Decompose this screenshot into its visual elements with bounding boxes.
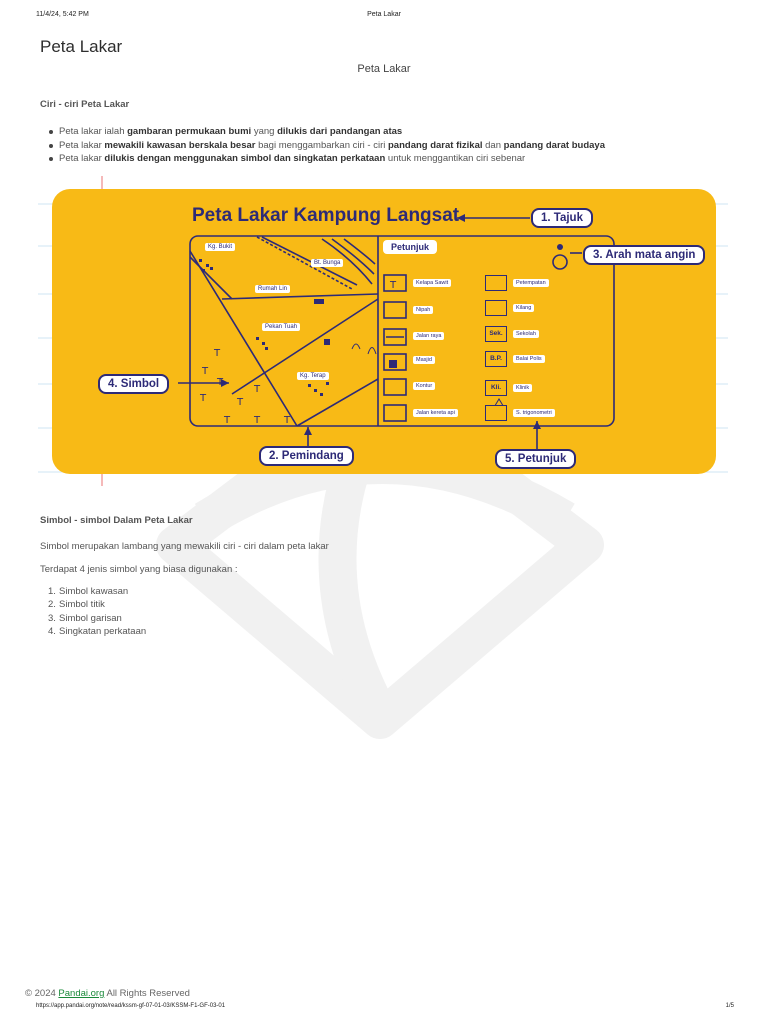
legend-label: S. trigonometri	[513, 409, 555, 417]
list-item	[48, 625, 147, 638]
bullet-bold: mewakili kawasan berskala besar	[104, 139, 256, 151]
place-label: Pekan Tuah	[262, 323, 300, 331]
legend-label: Klinik	[513, 384, 532, 392]
place-label: Kg. Terap	[297, 372, 329, 380]
ordered-list	[48, 585, 147, 638]
map-title: Peta Lakar Kampung Langsat	[192, 205, 460, 226]
list-item	[59, 125, 739, 139]
list-text: Singkatan perkataan	[59, 625, 147, 637]
list-number: 4.	[48, 625, 56, 637]
bullet-text: bagi menggambarkan ciri - ciri	[255, 139, 388, 151]
legend-label: Jalan raya	[413, 332, 444, 340]
svg-text:T: T	[254, 384, 261, 395]
legend-label: Balai Polis	[513, 355, 545, 363]
bullet-text: Peta lakar ialah	[59, 126, 128, 137]
place-label: Bt. Bunga	[311, 259, 343, 267]
print-datetime: 11/4/24, 5:42 PM	[36, 11, 89, 18]
legend-symbol: Sek.	[485, 326, 507, 342]
svg-text:T: T	[214, 348, 221, 359]
sub-title: Peta Lakar	[357, 63, 411, 75]
section-heading-simbol: Simbol - simbol Dalam Peta Lakar	[40, 515, 193, 526]
callout-petunjuk: 5. Petunjuk	[495, 449, 576, 469]
bullet-bold: pandang darat budaya	[503, 139, 605, 151]
list-item	[48, 585, 146, 598]
callout-tajuk: 1. Tajuk	[531, 208, 593, 228]
paragraph-jenis: Terdapat 4 jenis simbol yang biasa digunakan :	[40, 564, 238, 575]
svg-text:T: T	[224, 415, 231, 426]
svg-text:T: T	[284, 415, 291, 426]
list-text: Simbol titik	[59, 599, 105, 611]
print-title: Peta Lakar	[367, 11, 401, 18]
bullet-bold: dilukis dari pandangan atas	[277, 126, 403, 137]
bullet-text: yang	[251, 126, 278, 137]
legend-label: Petempatan	[513, 279, 549, 287]
svg-text:T: T	[390, 280, 397, 291]
place-label: Kg. Bukit	[205, 243, 235, 251]
legend-symbol	[485, 405, 507, 421]
legend-label: Kontur	[413, 382, 435, 390]
legend-label: Masjid	[413, 356, 435, 364]
copyright	[25, 988, 190, 999]
callout-pemindang: 2. Pemindang	[259, 446, 354, 466]
legend-label: Kilang	[513, 304, 534, 312]
bullet-bold: pandang darat fizikal	[388, 139, 483, 151]
list-item	[59, 139, 739, 153]
legend-label: Nipah	[413, 306, 433, 314]
callout-arah-mata-angin: 3. Arah mata angin	[583, 245, 705, 265]
legend-symbol: B.P.	[485, 351, 507, 367]
bullet-text: Peta lakar	[59, 153, 105, 164]
copyright-suffix: All Rights Reserved	[104, 988, 190, 999]
legend-label: Jalan kereta api	[413, 409, 458, 417]
bullet-text: dan	[482, 139, 504, 151]
list-item	[48, 612, 146, 625]
bullet-bold: dilukis dengan menggunakan simbol dan singkatan perkataan	[104, 153, 386, 164]
section-heading-ciri: Ciri - ciri Peta Lakar	[40, 99, 130, 110]
page-title: Peta Lakar	[40, 37, 123, 56]
page-number: 1/5	[725, 1003, 734, 1009]
copyright-prefix: © 2024	[25, 988, 59, 999]
legend-symbol	[485, 300, 507, 316]
legend-label: Sekolah	[513, 330, 539, 338]
list-item	[59, 152, 739, 166]
bullet-text: untuk menggantikan ciri sebenar	[385, 153, 526, 164]
list-item	[48, 598, 146, 611]
list-text: Simbol kawasan	[59, 586, 129, 597]
svg-text:T: T	[200, 393, 207, 404]
legend-title: Petunjuk	[383, 240, 437, 254]
list-number: 3.	[48, 612, 56, 624]
map-drawing	[52, 189, 716, 474]
list-text: Simbol garisan	[59, 612, 122, 624]
pandai-link[interactable]: Pandai.org	[58, 988, 105, 999]
paragraph-simbol: Simbol merupakan lambang yang mewakili ciri - ciri dalam peta lakar	[40, 541, 329, 552]
place-label: Rumah Lin	[255, 285, 290, 293]
callout-simbol: 4. Simbol	[98, 374, 169, 394]
print-url: https://app.pandai.org/note/read/kssm-gf-07-01-03/KSSM-F1-GF-03-01	[36, 1003, 226, 1009]
list-number: 2.	[48, 599, 56, 611]
legend-symbol	[485, 275, 507, 291]
legend-label: Kelapa Sawit	[413, 279, 451, 287]
bullet-list	[59, 125, 739, 166]
list-number: 1.	[48, 586, 56, 597]
bullet-bold: gambaran permukaan bumi	[127, 126, 252, 137]
svg-text:T: T	[237, 397, 244, 408]
svg-text:T: T	[217, 377, 224, 388]
svg-text:T: T	[202, 366, 209, 377]
legend-symbol: Kli.	[485, 380, 507, 396]
svg-text:T: T	[254, 415, 261, 426]
bullet-text: Peta lakar	[59, 139, 105, 151]
